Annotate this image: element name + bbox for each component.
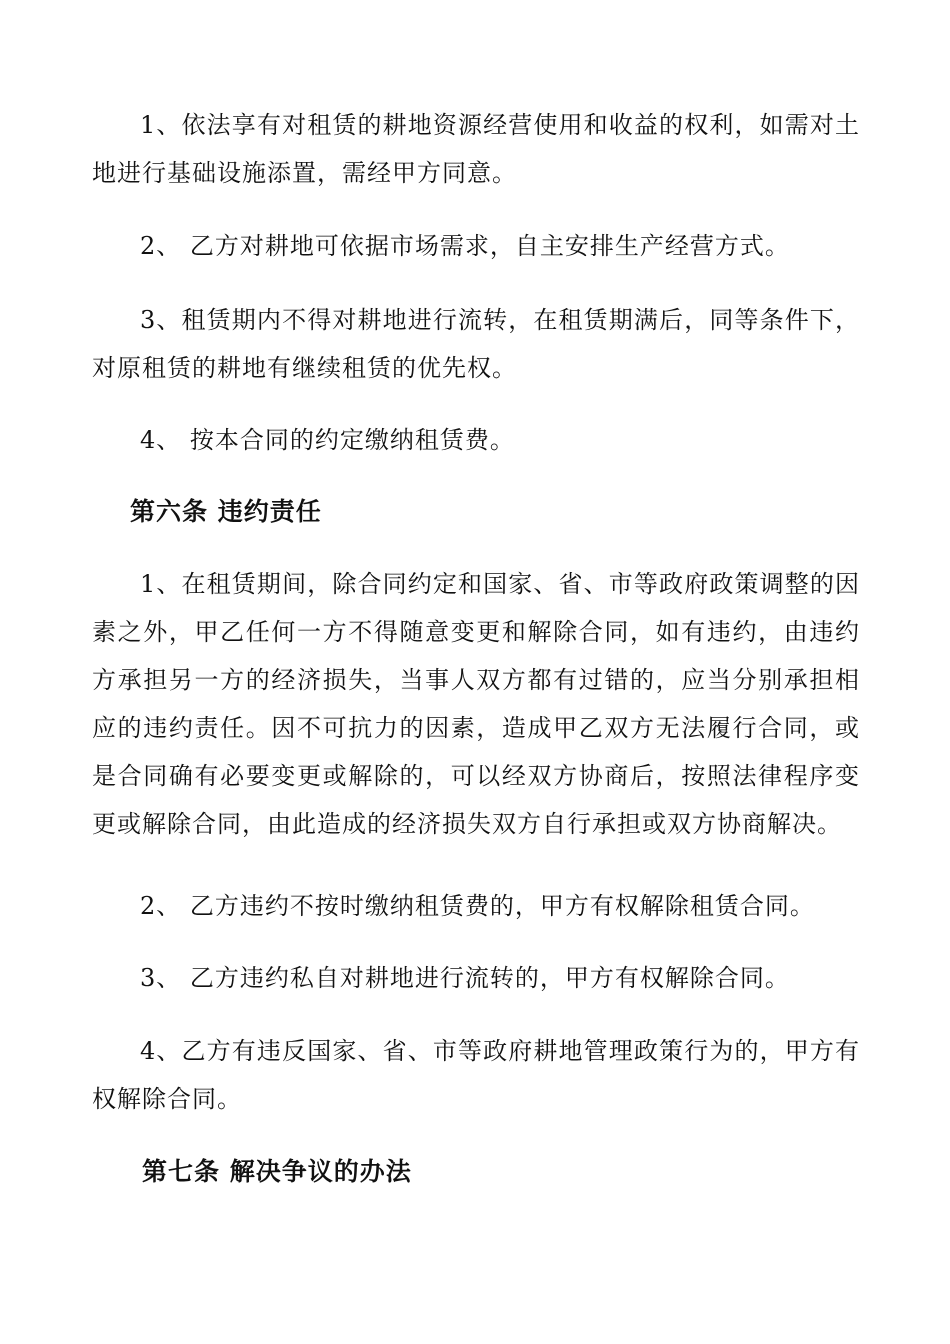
section7-heading: 第七条 解决争议的办法 [142, 1157, 412, 1186]
section6-item-4: 4、乙方有违反国家、省、市等政府耕地管理政策行为的，甲方有权解除合同。 [92, 1037, 860, 1113]
section6-heading: 第六条 违约责任 [130, 497, 322, 526]
section6-item-3: 3、 乙方违约私自对耕地进行流转的，甲方有权解除合同。 [140, 964, 790, 992]
section5-item-2: 2、 乙方对耕地可依据市场需求，自主安排生产经营方式。 [140, 232, 790, 260]
section5-item-3: 3、租赁期内不得对耕地进行流转，在租赁期满后，同等条件下，对原租赁的耕地有继续租赁的优先权。 [92, 306, 860, 382]
section6-item-2: 2、 乙方违约不按时缴纳租赁费的，甲方有权解除租赁合同。 [140, 892, 815, 920]
section5-item-1: 1、依法享有对租赁的耕地资源经营使用和收益的权利，如需对土地进行基础设施添置，需经甲方同意。 [92, 111, 860, 187]
section6-item-1: 1、在租赁期间，除合同约定和国家、省、市等政府政策调整的因素之外，甲乙任何一方不得随意变更和解除合同，如有违约，由违约方承担另一方的经济损失，当事人双方都有过错的，应当分别承担相应的违约责任。因不可抗力的因素，造成甲乙双方无法履行合同，或是合同确有必要变更或解除的，可以经双方协商后，按照法律程序变更或解除合同，由此造成的经济损失双方自行承担或双方协商解决。 [92, 570, 860, 838]
section5-item-4: 4、 按本合同的约定缴纳租赁费。 [140, 426, 515, 454]
